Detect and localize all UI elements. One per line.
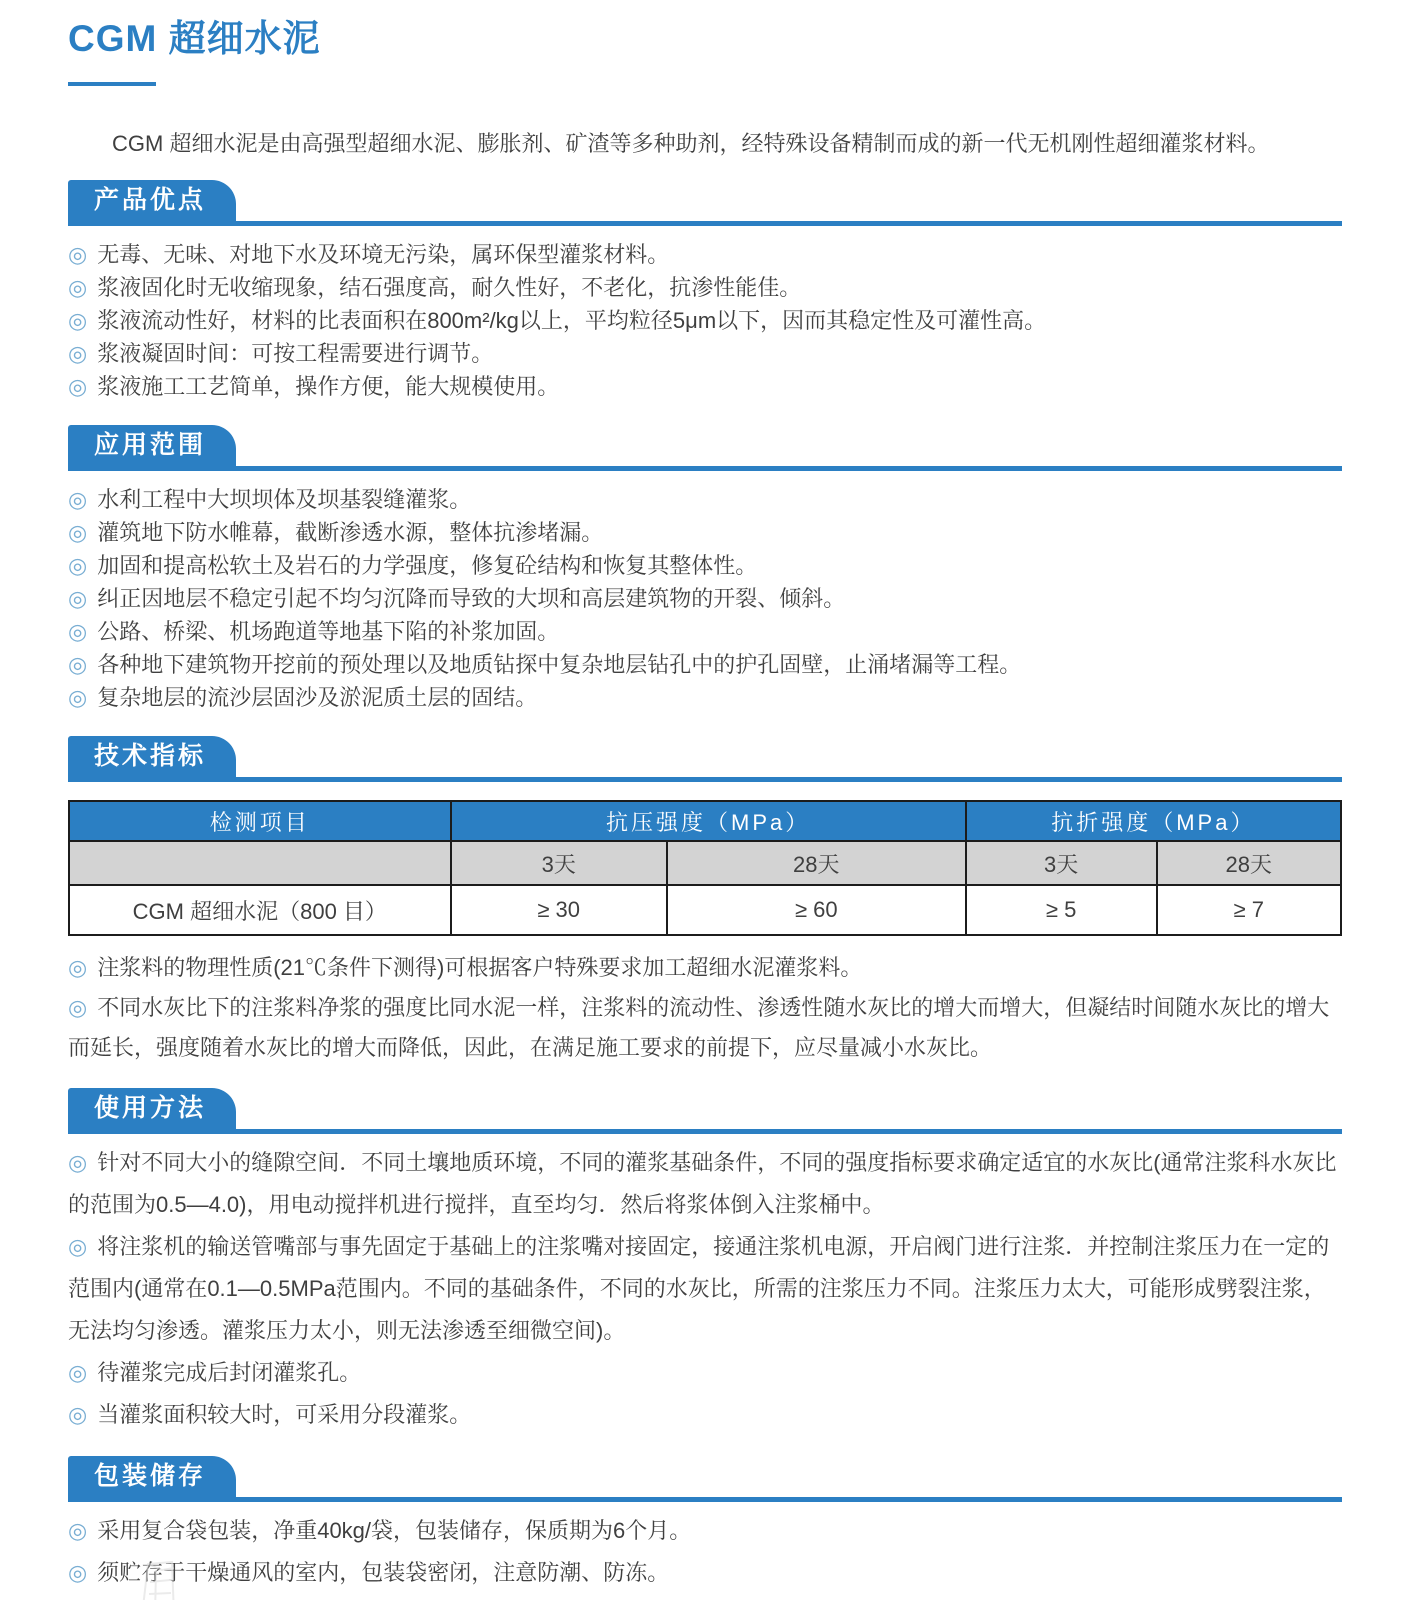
section-header-bar [68, 736, 1342, 782]
list-item-text: 无毒、无味、对地下水及环境无污染，属环保型灌浆材料。 [97, 242, 670, 267]
list-item [68, 1394, 1342, 1436]
advantages-list [68, 238, 1342, 403]
bullet-icon: ◎ [68, 374, 88, 399]
table-subheader-3d: 3天 [451, 841, 667, 885]
list-item-text: 水利工程中大坝坝体及坝基裂缝灌浆。 [97, 487, 472, 512]
bullet-icon: ◎ [68, 242, 88, 267]
list-item-text: 浆液凝固时间：可按工程需要进行调节。 [97, 341, 494, 366]
list-item-text: 灌筑地下防水帷幕，截断渗透水源，整体抗渗堵漏。 [97, 520, 604, 545]
list-item-text: 采用复合袋包装，净重40kg/袋，包装储存，保质期为6个月。 [97, 1518, 692, 1543]
list-item-text: 浆液流动性好，材料的比表面积在800m²/kg以上，平均粒径5μm以下，因而其稳定性及可灌性高。 [97, 308, 1047, 333]
bullet-icon: ◎ [68, 1234, 88, 1259]
list-item-text: 当灌浆面积较大时，可采用分段灌浆。 [97, 1402, 472, 1427]
table-cell-product-name: CGM 超细水泥（800 目） [69, 885, 451, 935]
list-item-text: 将注浆机的输送管嘴部与事先固定于基础上的注浆嘴对接固定，接通注浆机电源，开启阀门进行注浆．并控制注浆压力在一定的范围内(通常在0.1—0.5MPa范围内。不同的基础条件，不同的水灰比，所需的注浆压力不同。注浆压力太大，可能形成劈裂注浆，无法均匀渗透。灌浆压力太小，则无法渗透至细微空间)。 [68, 1234, 1330, 1343]
table-subheader-row [69, 841, 1341, 885]
list-item-text: 浆液施工工艺简单，操作方便，能大规模使用。 [97, 374, 560, 399]
list-item-text: 针对不同大小的缝隙空间．不同土壤地质环境，不同的灌浆基础条件，不同的强度指标要求确定适宜的水灰比(通常注浆科水灰比的范围为0.5—4.0)，用电动搅拌机进行搅拌，直至均匀．然后将浆体倒入注浆桶中。 [68, 1150, 1337, 1217]
list-item [68, 370, 1342, 403]
bullet-icon: ◎ [68, 586, 88, 611]
page-title: CGM 超细水泥 [68, 18, 321, 59]
list-item [68, 549, 1342, 582]
list-item [68, 337, 1342, 370]
bullet-icon: ◎ [68, 487, 88, 512]
section-heading-tab: 使用方法 [68, 1088, 236, 1129]
bullet-icon: ◎ [68, 619, 88, 644]
list-item [68, 948, 1342, 988]
list-item-text: 纠正因地层不稳定引起不均匀沉降而导致的大坝和高层建筑物的开裂、倾斜。 [97, 586, 846, 611]
table-header-compressive-strength: 抗压强度（MPa） [451, 801, 966, 841]
section-advantages [68, 180, 1342, 403]
section-header-bar [68, 1088, 1342, 1134]
table-subheader-3d: 3天 [966, 841, 1157, 885]
bullet-icon: ◎ [68, 275, 88, 300]
table-subheader-empty [69, 841, 451, 885]
table-cell-value: ≥ 60 [667, 885, 966, 935]
table-subheader-28d: 28天 [667, 841, 966, 885]
bullet-icon: ◎ [68, 685, 88, 710]
spec-table [68, 800, 1342, 936]
list-item [68, 1552, 1342, 1594]
bullet-icon: ◎ [68, 553, 88, 578]
bullet-icon: ◎ [68, 520, 88, 545]
list-item [68, 988, 1342, 1068]
section-specs [68, 736, 1342, 1068]
table-cell-value: ≥ 7 [1157, 885, 1341, 935]
list-item-text: 待灌浆完成后封闭灌浆孔。 [97, 1360, 362, 1385]
table-cell-value: ≥ 5 [966, 885, 1157, 935]
list-item-text: 公路、桥梁、机场跑道等地基下陷的补浆加固。 [97, 619, 560, 644]
list-item [68, 304, 1342, 337]
section-heading-tab: 技术指标 [68, 736, 236, 777]
section-storage [68, 1456, 1342, 1594]
bullet-icon: ◎ [68, 1518, 88, 1543]
list-item [68, 271, 1342, 304]
section-header-bar [68, 1456, 1342, 1502]
section-applications [68, 425, 1342, 714]
table-row [69, 885, 1341, 935]
list-item [68, 1142, 1342, 1226]
bullet-icon: ◎ [68, 308, 88, 333]
list-item [68, 681, 1342, 714]
bullet-icon: ◎ [68, 1402, 88, 1427]
bullet-icon: ◎ [68, 1150, 88, 1175]
table-header-test-item: 检测项目 [69, 801, 451, 841]
table-subheader-28d: 28天 [1157, 841, 1341, 885]
list-item [68, 238, 1342, 271]
list-item-text: 浆液固化时无收缩现象，结石强度高，耐久性好，不老化，抗渗性能佳。 [97, 275, 802, 300]
list-item [68, 582, 1342, 615]
list-item-text: 不同水灰比下的注浆料净浆的强度比同水泥一样，注浆料的流动性、渗透性随水灰比的增大而增大，但凝结时间随水灰比的增大而延长，强度随着水灰比的增大而降低，因此，在满足施工要求的前提下，应尽量减小水灰比。 [68, 995, 1330, 1060]
bullet-icon: ◎ [68, 341, 88, 366]
list-item-text: 复杂地层的流沙层固沙及淤泥质土层的固结。 [97, 685, 538, 710]
usage-list [68, 1142, 1342, 1436]
storage-list [68, 1510, 1342, 1594]
list-item [68, 516, 1342, 549]
list-item [68, 483, 1342, 516]
bullet-icon: ◎ [68, 995, 88, 1020]
list-item [68, 615, 1342, 648]
bullet-icon: ◎ [68, 1560, 88, 1585]
list-item [68, 1352, 1342, 1394]
list-item-text: 注浆料的物理性质(21℃条件下测得)可根据客户特殊要求加工超细水泥灌浆料。 [97, 955, 863, 980]
intro-paragraph: CGM 超细水泥是由高强型超细水泥、膨胀剂、矿渣等多种助剂，经特殊设备精制而成的新一代无机刚性超细灌浆材料。 [112, 131, 1270, 156]
list-item-text: 加固和提高松软土及岩石的力学强度，修复砼结构和恢复其整体性。 [97, 553, 758, 578]
section-header-bar [68, 425, 1342, 471]
section-header-bar [68, 180, 1342, 226]
list-item-text: 须贮存于干燥通风的室内，包装袋密闭，注意防潮、防冻。 [97, 1560, 670, 1585]
list-item [68, 1226, 1342, 1352]
table-cell-value: ≥ 30 [451, 885, 667, 935]
title-underline [68, 82, 156, 86]
spec-notes-list [68, 948, 1342, 1068]
spec-table-body [69, 885, 1341, 935]
table-header-flexural-strength: 抗折强度（MPa） [966, 801, 1341, 841]
bullet-icon: ◎ [68, 955, 88, 980]
section-heading-tab: 产品优点 [68, 180, 236, 221]
table-header-row [69, 801, 1341, 841]
bullet-icon: ◎ [68, 652, 88, 677]
bullet-icon: ◎ [68, 1360, 88, 1385]
section-heading-tab: 应用范围 [68, 425, 236, 466]
watermark-equipment-outline-icon [128, 1558, 192, 1600]
section-heading-tab: 包装储存 [68, 1456, 236, 1497]
list-item-text: 各种地下建筑物开挖前的预处理以及地质钻探中复杂地层钻孔中的护孔固壁，止涌堵漏等工程。 [97, 652, 1022, 677]
applications-list [68, 483, 1342, 714]
list-item [68, 648, 1342, 681]
list-item [68, 1510, 1342, 1552]
section-usage [68, 1088, 1342, 1436]
